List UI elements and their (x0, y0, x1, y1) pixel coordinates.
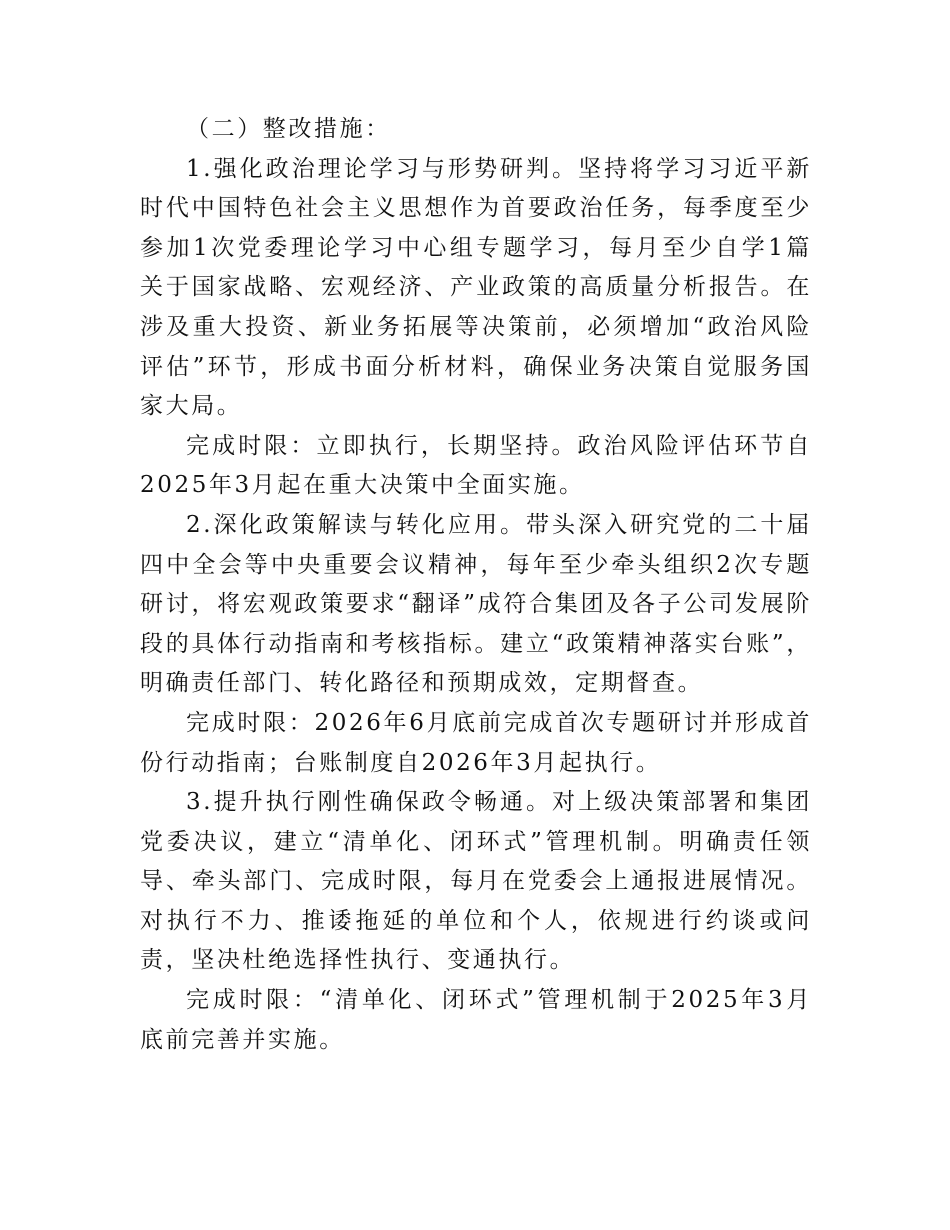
section-heading: （二）整改措施： (186, 116, 391, 142)
document-body (140, 110, 812, 1060)
measure-item-2: 2.深化政策解读与转化应用。带头深入研究党的二十届四中全会等中央重要会议精神，每年至少牵头组织2次专题研讨，将宏观政策要求“翻译”成符合集团及各子公司发展阶段的具体行动指南和考核指标。建立“政策精神落实台账”，明确责任部门、转化路径和预期成效，定期督查。 (140, 511, 812, 697)
measure-item-1-deadline: 完成时限：立即执行，长期坚持。政治风险评估环节自2025年3月起在重大决策中全面实施。 (140, 432, 812, 499)
measure-item-2-deadline: 完成时限：2026年6月底前完成首次专题研讨并形成首份行动指南；台账制度自2026年3月起执行。 (140, 709, 812, 776)
measure-item-1: 1.强化政治理论学习与形势研判。坚持将学习习近平新时代中国特色社会主义思想作为首要政治任务，每季度至少参加1次党委理论学习中心组专题学习，每月至少自学1篇关于国家战略、宏观经济、产业政策的高质量分析报告。在涉及重大投资、新业务拓展等决策前，必须增加“政治风险评估”环节，形成书面分析材料，确保业务决策自觉服务国家大局。 (140, 155, 812, 420)
measure-item-3: 3.提升执行刚性确保政令畅通。对上级决策部署和集团党委决议，建立“清单化、闭环式”管理机制。明确责任领导、牵头部门、完成时限，每月在党委会上通报进展情况。对执行不力、推诿拖延的单位和个人，依规进行约谈或问责，坚决杜绝选择性执行、变通执行。 (140, 789, 812, 974)
measure-item-3-deadline: 完成时限：“清单化、闭环式”管理机制于2025年3月底前完善并实施。 (140, 987, 812, 1053)
